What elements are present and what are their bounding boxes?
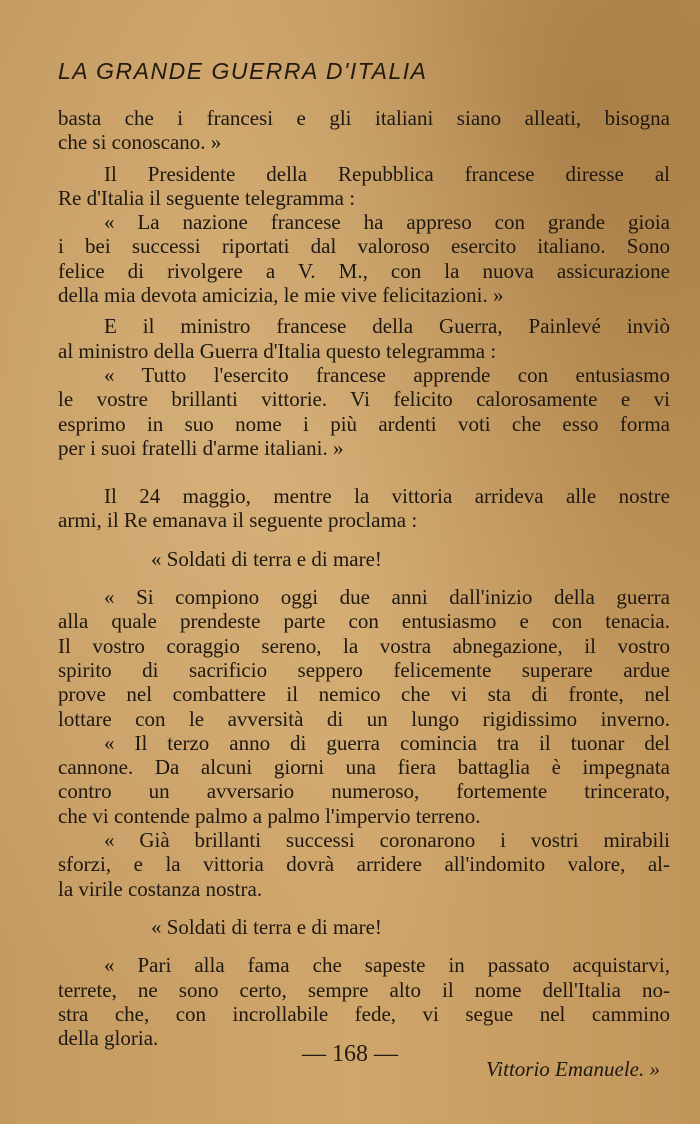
text-line: la virile costanza nostra. (58, 876, 263, 901)
text-line: « Già brillanti successi coronarono i vostri mirabili (104, 828, 670, 853)
text-line: lottare con le avversità di un lungo rigidissimo inverno. (58, 706, 670, 731)
text-line: sforzi, e la vittoria dovrà arridere all'indomito valore, al- (58, 852, 670, 877)
text-line: Il vostro coraggio sereno, la vostra abnegazione, il vostro (58, 633, 670, 658)
paragraph (58, 106, 670, 155)
text-line: al ministro della Guerra d'Italia questo telegramma : (58, 338, 497, 363)
text-line: cannone. Da alcuni giorni una fiera battaglia è impegnata (58, 755, 670, 780)
text-line: « Il terzo anno di guerra comincia tra il tuonar del (104, 730, 670, 755)
quoted-telegram (58, 363, 670, 460)
salutation: « Soldati di terra e di mare! (151, 546, 382, 571)
text-line: Il Presidente della Repubblica francese diresse al (104, 161, 670, 186)
proclamation-paragraph (58, 585, 670, 731)
proclamation-paragraph (58, 731, 670, 828)
text-line: che si conoscano. » (58, 130, 222, 155)
text-line: che vi contende palmo a palmo l'impervio terreno. (58, 803, 481, 828)
text-line: basta che i francesi e gli italiani siano alleati, bisogna (58, 106, 670, 130)
quoted-telegram (58, 210, 670, 307)
proclamation-paragraph (58, 828, 670, 901)
signature: Vittorio Emanuele. » (486, 1057, 660, 1082)
paragraph (58, 162, 670, 211)
proclamation-paragraph (58, 953, 670, 1050)
text-line: « La nazione francese ha appreso con grande gioia (104, 210, 670, 235)
text-line: Il 24 maggio, mentre la vittoria arrideva alle nostre (104, 484, 670, 509)
text-line: stra che, con incrollabile fede, vi segue nel cammino (58, 1001, 670, 1026)
text-line: della mia devota amicizia, le mie vive felicitazioni. » (58, 283, 504, 308)
text-line: spirito di sacrificio seppero felicemente superare ardue (58, 657, 670, 682)
text-line: terrete, ne sono certo, sempre alto il nome dell'Italia no- (58, 977, 670, 1002)
salutation: « Soldati di terra e di mare! (151, 914, 382, 939)
text-line: « Si compiono oggi due anni dall'inizio della guerra (104, 585, 670, 610)
running-head: LA GRANDE GUERRA D'ITALIA (58, 58, 428, 84)
text-line: « Pari alla fama che sapeste in passato acquistarvi, (104, 953, 670, 978)
paragraph (58, 484, 670, 533)
page-number: — 168 — (302, 1041, 398, 1067)
text-line: Re d'Italia il seguente telegramma : (58, 185, 356, 210)
paragraph (58, 314, 670, 363)
body-text (58, 106, 670, 1082)
text-line: della gloria. (58, 1026, 159, 1051)
text-line: prove nel combattere il nemico che vi sta di fronte, nel (58, 682, 670, 707)
text-line: alla quale prendeste parte con entusiasmo e con tenacia. (58, 609, 670, 634)
text-line: le vostre brillanti vittorie. Vi felicito calorosamente e vi (58, 387, 670, 412)
text-line: E il ministro francese della Guerra, Painlevé inviò (104, 314, 670, 339)
text-line: armi, il Re emanava il seguente proclama : (58, 508, 418, 533)
text-line: « Tutto l'esercito francese apprende con entusiasmo (104, 362, 670, 387)
text-line: per i suoi fratelli d'arme italiani. » (58, 435, 344, 460)
text-line: i bei successi riportati dal valoroso esercito italiano. Sono (58, 234, 670, 259)
text-line: contro un avversario numeroso, fortemente trincerato, (58, 779, 670, 804)
text-line: esprimo in suo nome i più ardenti voti che esso forma (58, 411, 670, 436)
text-line: felice di rivolgere a V. M., con la nuova assicurazione (58, 258, 670, 283)
